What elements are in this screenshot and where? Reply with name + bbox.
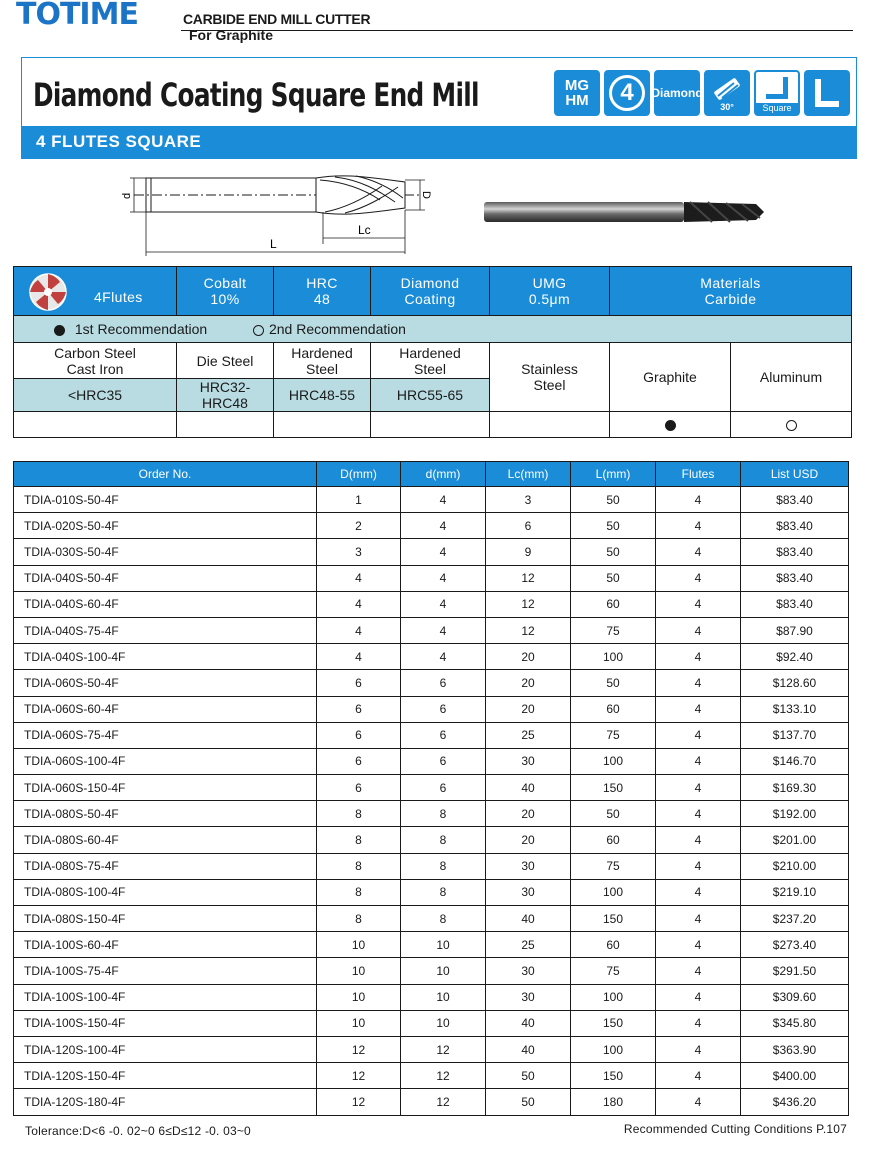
cell-overall-length: 150 [571,906,656,932]
cell-overall-length: 100 [571,644,656,670]
cell-list-price: $169.30 [741,775,849,801]
cell-cut-length: 20 [486,827,571,853]
cell-shank-diameter: 6 [401,775,486,801]
helix-angle-label: 30° [720,102,734,112]
cell-cut-length: 30 [486,853,571,879]
recommendation-legend-row [14,316,852,343]
first-recommendation-label: 1st Recommendation [74,321,208,337]
cell-order-no: TDIA-100S-100-4F [14,984,317,1010]
cell-flutes: 4 [656,827,741,853]
cell-order-no: TDIA-060S-75-4F [14,722,317,748]
cell-flutes: 4 [656,932,741,958]
cell-overall-length: 150 [571,1010,656,1036]
cell-overall-length: 100 [571,748,656,774]
cell-cut-length: 12 [486,617,571,643]
cell-cut-length: 40 [486,906,571,932]
cell-diameter: 4 [317,565,401,591]
cell-overall-length: 150 [571,1063,656,1089]
cell-order-no: TDIA-120S-100-4F [14,1036,317,1062]
cell-cut-length: 30 [486,879,571,905]
cell-overall-length: 100 [571,1036,656,1062]
cell-shank-diameter: 4 [401,565,486,591]
cell-diameter: 12 [317,1036,401,1062]
cell-cut-length: 30 [486,748,571,774]
cell-order-no: TDIA-040S-50-4F [14,565,317,591]
cell-shank-diameter: 4 [401,487,486,513]
cell-flutes: 4 [656,539,741,565]
table-row [14,748,849,774]
table-row [14,670,849,696]
cell-diameter: 6 [317,670,401,696]
cell-shank-diameter: 8 [401,879,486,905]
header-overall-length: L(mm) [571,462,656,487]
cell-flutes: 4 [656,775,741,801]
cell-overall-length: 75 [571,958,656,984]
cell-order-no: TDIA-060S-100-4F [14,748,317,774]
cell-list-price: $83.40 [741,513,849,539]
cell-order-no: TDIA-120S-180-4F [14,1089,317,1115]
spec-cobalt-value: 10% [210,291,240,307]
table-row [14,513,849,539]
spec-hrc-value: 48 [313,291,331,307]
table-row [14,775,849,801]
flute-cross-section-icon [26,270,70,314]
cell-flutes: 4 [656,722,741,748]
cell-list-price: $436.20 [741,1089,849,1115]
cell-diameter: 12 [317,1063,401,1089]
cell-cut-length: 30 [486,958,571,984]
cell-cut-length: 20 [486,696,571,722]
cell-order-no: TDIA-040S-60-4F [14,591,317,617]
material-die-steel: Die Steel [177,343,274,379]
feature-badges [554,70,850,116]
table-row [14,984,849,1010]
spec-coating-value: Coating [404,291,456,307]
cell-shank-diameter: 4 [401,513,486,539]
cell-flutes: 4 [656,906,741,932]
table-row [14,722,849,748]
cell-flutes: 4 [656,801,741,827]
cell-cut-length: 3 [486,487,571,513]
cell-cut-length: 50 [486,1063,571,1089]
cell-shank-diameter: 10 [401,958,486,984]
spec-cobalt-label: Cobalt [203,275,247,291]
cell-overall-length: 50 [571,487,656,513]
cell-list-price: $83.40 [741,591,849,617]
cell-list-price: $83.40 [741,487,849,513]
helix-angle-badge [704,70,750,116]
cell-list-price: $137.70 [741,722,849,748]
cell-flutes: 4 [656,696,741,722]
cell-flutes: 4 [656,487,741,513]
cell-diameter: 4 [317,644,401,670]
mark-hardened-steel-1 [274,412,371,438]
table-row [14,1036,849,1062]
cell-overall-length: 150 [571,775,656,801]
brand-subtitle: For Graphite [189,27,274,43]
order-table [13,461,849,1116]
second-recommendation-label: 2nd Recommendation [268,321,406,337]
order-table-header [14,462,849,487]
cell-overall-length: 60 [571,827,656,853]
cell-diameter: 3 [317,539,401,565]
cell-diameter: 12 [317,1089,401,1115]
badge-hm-label: HM [565,92,589,109]
cell-overall-length: 100 [571,984,656,1010]
coating-badge: Diamond [654,70,700,116]
square-end-badge [754,70,800,116]
cell-flutes: 4 [656,958,741,984]
cell-overall-length: 75 [571,853,656,879]
cell-list-price: $146.70 [741,748,849,774]
cell-diameter: 6 [317,775,401,801]
cell-cut-length: 40 [486,775,571,801]
cutting-conditions-ref: Recommended Cutting Conditions P.107 [623,1122,847,1136]
cell-order-no: TDIA-080S-50-4F [14,801,317,827]
cell-order-no: TDIA-100S-75-4F [14,958,317,984]
cell-overall-length: 180 [571,1089,656,1115]
material-hardened-steel-2 [371,343,490,379]
material-badge [554,70,600,116]
cell-shank-diameter: 4 [401,617,486,643]
header-shank-diameter: d(mm) [401,462,486,487]
cell-list-price: $291.50 [741,958,849,984]
title-panel [21,57,857,159]
cell-overall-length: 50 [571,513,656,539]
table-row [14,565,849,591]
mark-aluminum [731,412,852,438]
header-divider [181,30,853,31]
cell-order-no: TDIA-100S-60-4F [14,932,317,958]
table-row [14,696,849,722]
cell-order-no: TDIA-040S-100-4F [14,644,317,670]
square-end-icon [766,77,788,99]
cell-overall-length: 50 [571,565,656,591]
cell-flutes: 4 [656,644,741,670]
cell-flutes: 4 [656,748,741,774]
table-row [14,906,849,932]
tolerance-note: Tolerance:D<6 -0. 02~0 6≤D≤12 -0. 03~0 [25,1124,251,1138]
cell-cut-length: 40 [486,1036,571,1062]
cell-flutes: 4 [656,1036,741,1062]
table-row [14,801,849,827]
cell-shank-diameter: 6 [401,696,486,722]
cell-diameter: 10 [317,1010,401,1036]
cell-flutes: 4 [656,879,741,905]
hardness-die-steel: HRC32-HRC48 [177,379,274,412]
cell-overall-length: 75 [571,722,656,748]
mark-stainless-steel [490,412,610,438]
cell-shank-diameter: 12 [401,1089,486,1115]
cell-flutes: 4 [656,591,741,617]
cell-shank-diameter: 4 [401,644,486,670]
table-row [14,879,849,905]
cell-cut-length: 20 [486,801,571,827]
spec-grain-label: UMG [532,275,567,291]
square-label: Square [756,103,798,114]
cell-list-price: $309.60 [741,984,849,1010]
header-list-price: List USD [741,462,849,487]
cell-diameter: 8 [317,801,401,827]
flute-count: 4 [609,75,645,111]
cell-shank-diameter: 4 [401,591,486,617]
cell-cut-length: 25 [486,932,571,958]
table-row [14,539,849,565]
cell-diameter: 8 [317,853,401,879]
cell-cut-length: 25 [486,722,571,748]
cell-diameter: 10 [317,958,401,984]
cell-flutes: 4 [656,617,741,643]
cell-cut-length: 12 [486,565,571,591]
table-row [14,487,849,513]
cell-diameter: 4 [317,591,401,617]
dim-L-label: L [270,237,277,251]
material-hardened-steel-2-line1: Hardened [399,344,461,361]
cell-cut-length: 12 [486,591,571,617]
cell-overall-length: 50 [571,801,656,827]
spec-coating [371,267,490,316]
cell-shank-diameter: 10 [401,1010,486,1036]
table-row [14,958,849,984]
cell-overall-length: 50 [571,670,656,696]
cell-list-price: $133.10 [741,696,849,722]
cell-order-no: TDIA-080S-100-4F [14,879,317,905]
cell-cut-length: 6 [486,513,571,539]
spec-hrc-label: HRC [306,275,338,291]
cell-shank-diameter: 8 [401,853,486,879]
cell-shank-diameter: 6 [401,670,486,696]
subtitle: 4 FLUTES SQUARE [36,132,202,151]
cell-order-no: TDIA-010S-50-4F [14,487,317,513]
cell-diameter: 2 [317,513,401,539]
cell-diameter: 8 [317,879,401,905]
cell-cut-length: 20 [486,670,571,696]
spec-hrc [274,267,371,316]
flutes-badge [604,70,650,116]
hardness-hardened-steel-2: HRC55-65 [371,379,490,412]
cell-order-no: TDIA-080S-75-4F [14,853,317,879]
first-recommendation-icon [54,325,65,336]
end-mill-drawing [120,168,440,260]
hardness-hardened-steel-1: HRC48-55 [274,379,371,412]
cell-list-price: $192.00 [741,801,849,827]
cell-order-no: TDIA-040S-75-4F [14,617,317,643]
cell-overall-length: 60 [571,591,656,617]
cell-list-price: $363.90 [741,1036,849,1062]
cell-list-price: $83.40 [741,565,849,591]
cell-flutes: 4 [656,984,741,1010]
cell-cut-length: 30 [486,984,571,1010]
cell-flutes: 4 [656,1063,741,1089]
first-recommendation-mark-icon [665,420,676,431]
spec-coating-label: Diamond [400,275,460,291]
material-aluminum: Aluminum [731,343,852,412]
table-row [14,932,849,958]
cell-diameter: 8 [317,906,401,932]
spec-flutes: 4Flutes [94,289,143,305]
cell-order-no: TDIA-080S-150-4F [14,906,317,932]
header-order-no: Order No. [14,462,317,487]
header-diameter: D(mm) [317,462,401,487]
cell-overall-length: 75 [571,617,656,643]
cell-order-no: TDIA-020S-50-4F [14,513,317,539]
brand-logo: TOTIME [16,0,138,32]
cell-flutes: 4 [656,853,741,879]
cell-list-price: $87.90 [741,617,849,643]
cell-overall-length: 50 [571,539,656,565]
cell-shank-diameter: 6 [401,722,486,748]
spec-grain [490,267,610,316]
material-hardened-steel-2-line2: Steel [414,360,446,377]
cell-diameter: 6 [317,748,401,774]
cell-order-no: TDIA-100S-150-4F [14,1010,317,1036]
order-table-body [14,487,849,1116]
cell-list-price: $237.20 [741,906,849,932]
cell-shank-diameter: 12 [401,1036,486,1062]
table-row [14,591,849,617]
cell-list-price: $83.40 [741,539,849,565]
cell-order-no: TDIA-080S-60-4F [14,827,317,853]
second-recommendation-icon [253,325,264,336]
hardness-carbon-steel: <HRC35 [14,379,177,412]
second-recommendation-mark-icon [786,420,797,431]
table-row [14,853,849,879]
mark-hardened-steel-2 [371,412,490,438]
spec-header-row [14,267,852,316]
brand-tagline: CARBIDE END MILL CUTTER [183,11,371,27]
dim-Lc-label: Lc [358,223,371,237]
cell-order-no: TDIA-060S-50-4F [14,670,317,696]
cell-flutes: 4 [656,670,741,696]
material-carbon-steel-line2: Cast Iron [66,360,124,377]
cell-order-no: TDIA-060S-150-4F [14,775,317,801]
cell-list-price: $219.10 [741,879,849,905]
recommendation-legend [14,316,852,343]
table-row [14,1010,849,1036]
cell-shank-diameter: 8 [401,906,486,932]
l-icon [815,79,839,107]
mark-die-steel [177,412,274,438]
cell-flutes: 4 [656,513,741,539]
cell-shank-diameter: 12 [401,1063,486,1089]
cell-diameter: 10 [317,984,401,1010]
spec-table [13,266,852,438]
header-flutes: Flutes [656,462,741,487]
subtitle-bar [22,126,856,158]
cell-diameter: 4 [317,617,401,643]
recommendation-marks-row [14,412,852,438]
cell-cut-length: 50 [486,1089,571,1115]
materials-row [14,343,852,379]
length-badge [804,70,850,116]
cell-flutes: 4 [656,1089,741,1115]
mark-graphite [610,412,731,438]
cell-list-price: $273.40 [741,932,849,958]
material-stainless-line2: Steel [533,377,566,393]
cell-shank-diameter: 10 [401,932,486,958]
cell-cut-length: 40 [486,1010,571,1036]
cell-diameter: 1 [317,487,401,513]
spec-materials-label: Materials [700,275,761,291]
badge-mg-label: MG [564,77,590,94]
cell-diameter: 10 [317,932,401,958]
cell-shank-diameter: 6 [401,748,486,774]
cell-diameter: 6 [317,696,401,722]
cell-overall-length: 100 [571,879,656,905]
table-row [14,1089,849,1115]
cell-order-no: TDIA-060S-60-4F [14,696,317,722]
cell-shank-diameter: 8 [401,827,486,853]
header-cut-length: Lc(mm) [486,462,571,487]
material-stainless-steel [490,343,610,412]
cell-flutes: 4 [656,565,741,591]
spec-cobalt [177,267,274,316]
cell-cut-length: 9 [486,539,571,565]
material-stainless-line1: Stainless [521,361,578,377]
dim-D-label: D [420,191,432,199]
table-row [14,617,849,643]
mark-carbon-steel [14,412,177,438]
spec-materials-value: Carbide [704,291,757,307]
cell-shank-diameter: 4 [401,539,486,565]
cell-diameter: 8 [317,827,401,853]
cell-list-price: $400.00 [741,1063,849,1089]
cell-list-price: $92.40 [741,644,849,670]
cell-list-price: $345.80 [741,1010,849,1036]
page-title: Diamond Coating Square End Mill [33,76,479,114]
spec-flutes-cell [14,267,177,316]
cell-cut-length: 20 [486,644,571,670]
cell-diameter: 6 [317,722,401,748]
helix-icon [710,74,744,104]
end-mill-photo [480,192,770,232]
spec-materials [610,267,852,316]
cell-list-price: $201.00 [741,827,849,853]
cell-overall-length: 60 [571,932,656,958]
dim-d-label: d [121,192,133,199]
material-hardened-steel-1: Hardened Steel [274,343,371,379]
cell-overall-length: 60 [571,696,656,722]
table-row [14,1063,849,1089]
cell-shank-diameter: 10 [401,984,486,1010]
material-carbon-steel-line1: Carbon Steel [54,344,136,361]
table-row [14,644,849,670]
table-row [14,827,849,853]
cell-list-price: $128.60 [741,670,849,696]
material-graphite: Graphite [610,343,731,412]
material-carbon-steel [14,343,177,379]
spec-grain-value: 0.5μm [528,291,571,307]
cell-flutes: 4 [656,1010,741,1036]
cell-order-no: TDIA-120S-150-4F [14,1063,317,1089]
cell-list-price: $210.00 [741,853,849,879]
cell-shank-diameter: 8 [401,801,486,827]
cell-order-no: TDIA-030S-50-4F [14,539,317,565]
